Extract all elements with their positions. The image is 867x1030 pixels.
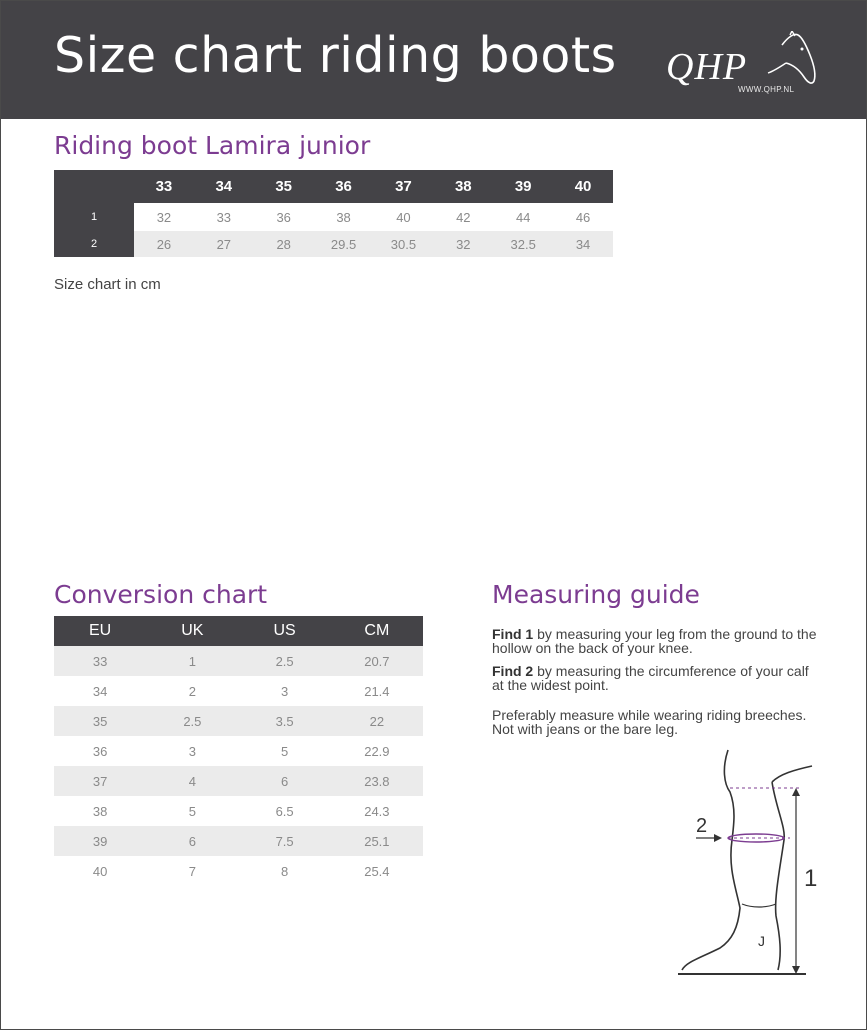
- size-cell: 33: [194, 203, 254, 231]
- conversion-chart-title: Conversion chart: [54, 580, 268, 609]
- size-cell: 26: [134, 231, 194, 257]
- size-cell: 32: [134, 203, 194, 231]
- guide-find-2-text: by measuring the circumference of your calf at the widest point.: [492, 663, 809, 693]
- size-header-cell: 37: [374, 170, 434, 203]
- size-header-cell: 33: [134, 170, 194, 203]
- size-header-cell: 34: [194, 170, 254, 203]
- conversion-cell: 6: [239, 766, 331, 796]
- size-cell: 32: [433, 231, 493, 257]
- row-label: 1: [54, 203, 134, 231]
- size-header-cell: 36: [314, 170, 374, 203]
- size-cell: 42: [433, 203, 493, 231]
- size-header-row: [54, 170, 613, 203]
- conversion-cell: 36: [54, 736, 146, 766]
- page-title: Size chart riding boots: [54, 27, 617, 84]
- size-header-cell: 40: [553, 170, 613, 203]
- size-chart-title: Riding boot Lamira junior: [54, 131, 371, 160]
- conversion-cell: 1: [146, 646, 238, 676]
- size-header-cell: 35: [254, 170, 314, 203]
- size-row-1: [54, 203, 613, 231]
- conversion-cell: 40: [54, 856, 146, 886]
- header-banner: [1, 1, 866, 119]
- conversion-cell: 22: [331, 706, 423, 736]
- measuring-guide-title: Measuring guide: [492, 580, 700, 609]
- size-row-2: [54, 231, 613, 257]
- arrow-up-icon: [792, 788, 800, 796]
- conversion-cell: 2.5: [146, 706, 238, 736]
- conversion-cell: 25.4: [331, 856, 423, 886]
- arrow-right-icon: [714, 834, 722, 842]
- size-cell: 36: [254, 203, 314, 231]
- conversion-cell: 21.4: [331, 676, 423, 706]
- conversion-cell: 3.5: [239, 706, 331, 736]
- leg-back-outline: [682, 750, 740, 970]
- size-cell: 32.5: [493, 231, 553, 257]
- size-table: [54, 170, 613, 257]
- conversion-cell: 37: [54, 766, 146, 796]
- size-cell: 44: [493, 203, 553, 231]
- size-chart-note: Size chart in cm: [54, 276, 161, 293]
- conversion-cell: 2: [146, 676, 238, 706]
- leg-measurement-diagram: [672, 748, 832, 983]
- table-row: [54, 766, 423, 796]
- size-cell: 46: [553, 203, 613, 231]
- conversion-table: [54, 616, 423, 886]
- size-cell: 28: [254, 231, 314, 257]
- conversion-cell: 33: [54, 646, 146, 676]
- sock-line: [742, 904, 776, 907]
- conversion-cell: 22.9: [331, 736, 423, 766]
- conversion-header-cm: CM: [331, 616, 423, 646]
- conversion-cell: 2.5: [239, 646, 331, 676]
- conversion-cell: 8: [239, 856, 331, 886]
- conversion-header-us: US: [239, 616, 331, 646]
- conversion-cell: 25.1: [331, 826, 423, 856]
- conversion-header-eu: EU: [54, 616, 146, 646]
- conversion-cell: 38: [54, 796, 146, 826]
- conversion-cell: 39: [54, 826, 146, 856]
- guide-preferably: Preferably measure while wearing riding breeches. Not with jeans or the bare leg.: [492, 707, 807, 737]
- size-cell: 30.5: [374, 231, 434, 257]
- label-j: J: [758, 933, 765, 949]
- conversion-cell: 7: [146, 856, 238, 886]
- size-cell: 27: [194, 231, 254, 257]
- guide-find-2-label: Find 2: [492, 663, 534, 679]
- arrow-down-icon: [792, 966, 800, 974]
- table-row: [54, 706, 423, 736]
- conversion-cell: 4: [146, 766, 238, 796]
- logo-url: WWW.QHP.NL: [738, 85, 795, 94]
- size-header-cell: 38: [433, 170, 493, 203]
- table-row: [54, 826, 423, 856]
- label-1: 1: [804, 865, 818, 892]
- conversion-cell: 5: [239, 736, 331, 766]
- table-row: [54, 796, 423, 826]
- conversion-cell: 35: [54, 706, 146, 736]
- conversion-cell: 20.7: [331, 646, 423, 676]
- conversion-header-uk: UK: [146, 616, 238, 646]
- conversion-cell: 34: [54, 676, 146, 706]
- guide-find-1-label: Find 1: [492, 626, 534, 642]
- size-cell: 34: [553, 231, 613, 257]
- qhp-logo: [664, 31, 819, 101]
- conversion-cell: 3: [146, 736, 238, 766]
- row-label: 2: [54, 231, 134, 257]
- conversion-header-row: [54, 616, 423, 646]
- conversion-cell: 23.8: [331, 766, 423, 796]
- conversion-cell: 7.5: [239, 826, 331, 856]
- conversion-cell: 6.5: [239, 796, 331, 826]
- size-header-cell: 39: [493, 170, 553, 203]
- conversion-cell: 6: [146, 826, 238, 856]
- logo-wordmark: QHP: [666, 46, 748, 88]
- size-cell: 40: [374, 203, 434, 231]
- table-row: [54, 736, 423, 766]
- guide-find-1: [492, 627, 822, 655]
- label-2: 2: [696, 815, 708, 837]
- table-row: [54, 676, 423, 706]
- guide-find-2: [492, 664, 822, 692]
- guide-find-1-text: by measuring your leg from the ground to the hollow on the back of your knee.: [492, 626, 817, 656]
- size-cell: 29.5: [314, 231, 374, 257]
- table-row: [54, 646, 423, 676]
- table-row: [54, 856, 423, 886]
- conversion-cell: 5: [146, 796, 238, 826]
- corner-cell: [54, 170, 134, 203]
- conversion-cell: 24.3: [331, 796, 423, 826]
- size-cell: 38: [314, 203, 374, 231]
- conversion-cell: 3: [239, 676, 331, 706]
